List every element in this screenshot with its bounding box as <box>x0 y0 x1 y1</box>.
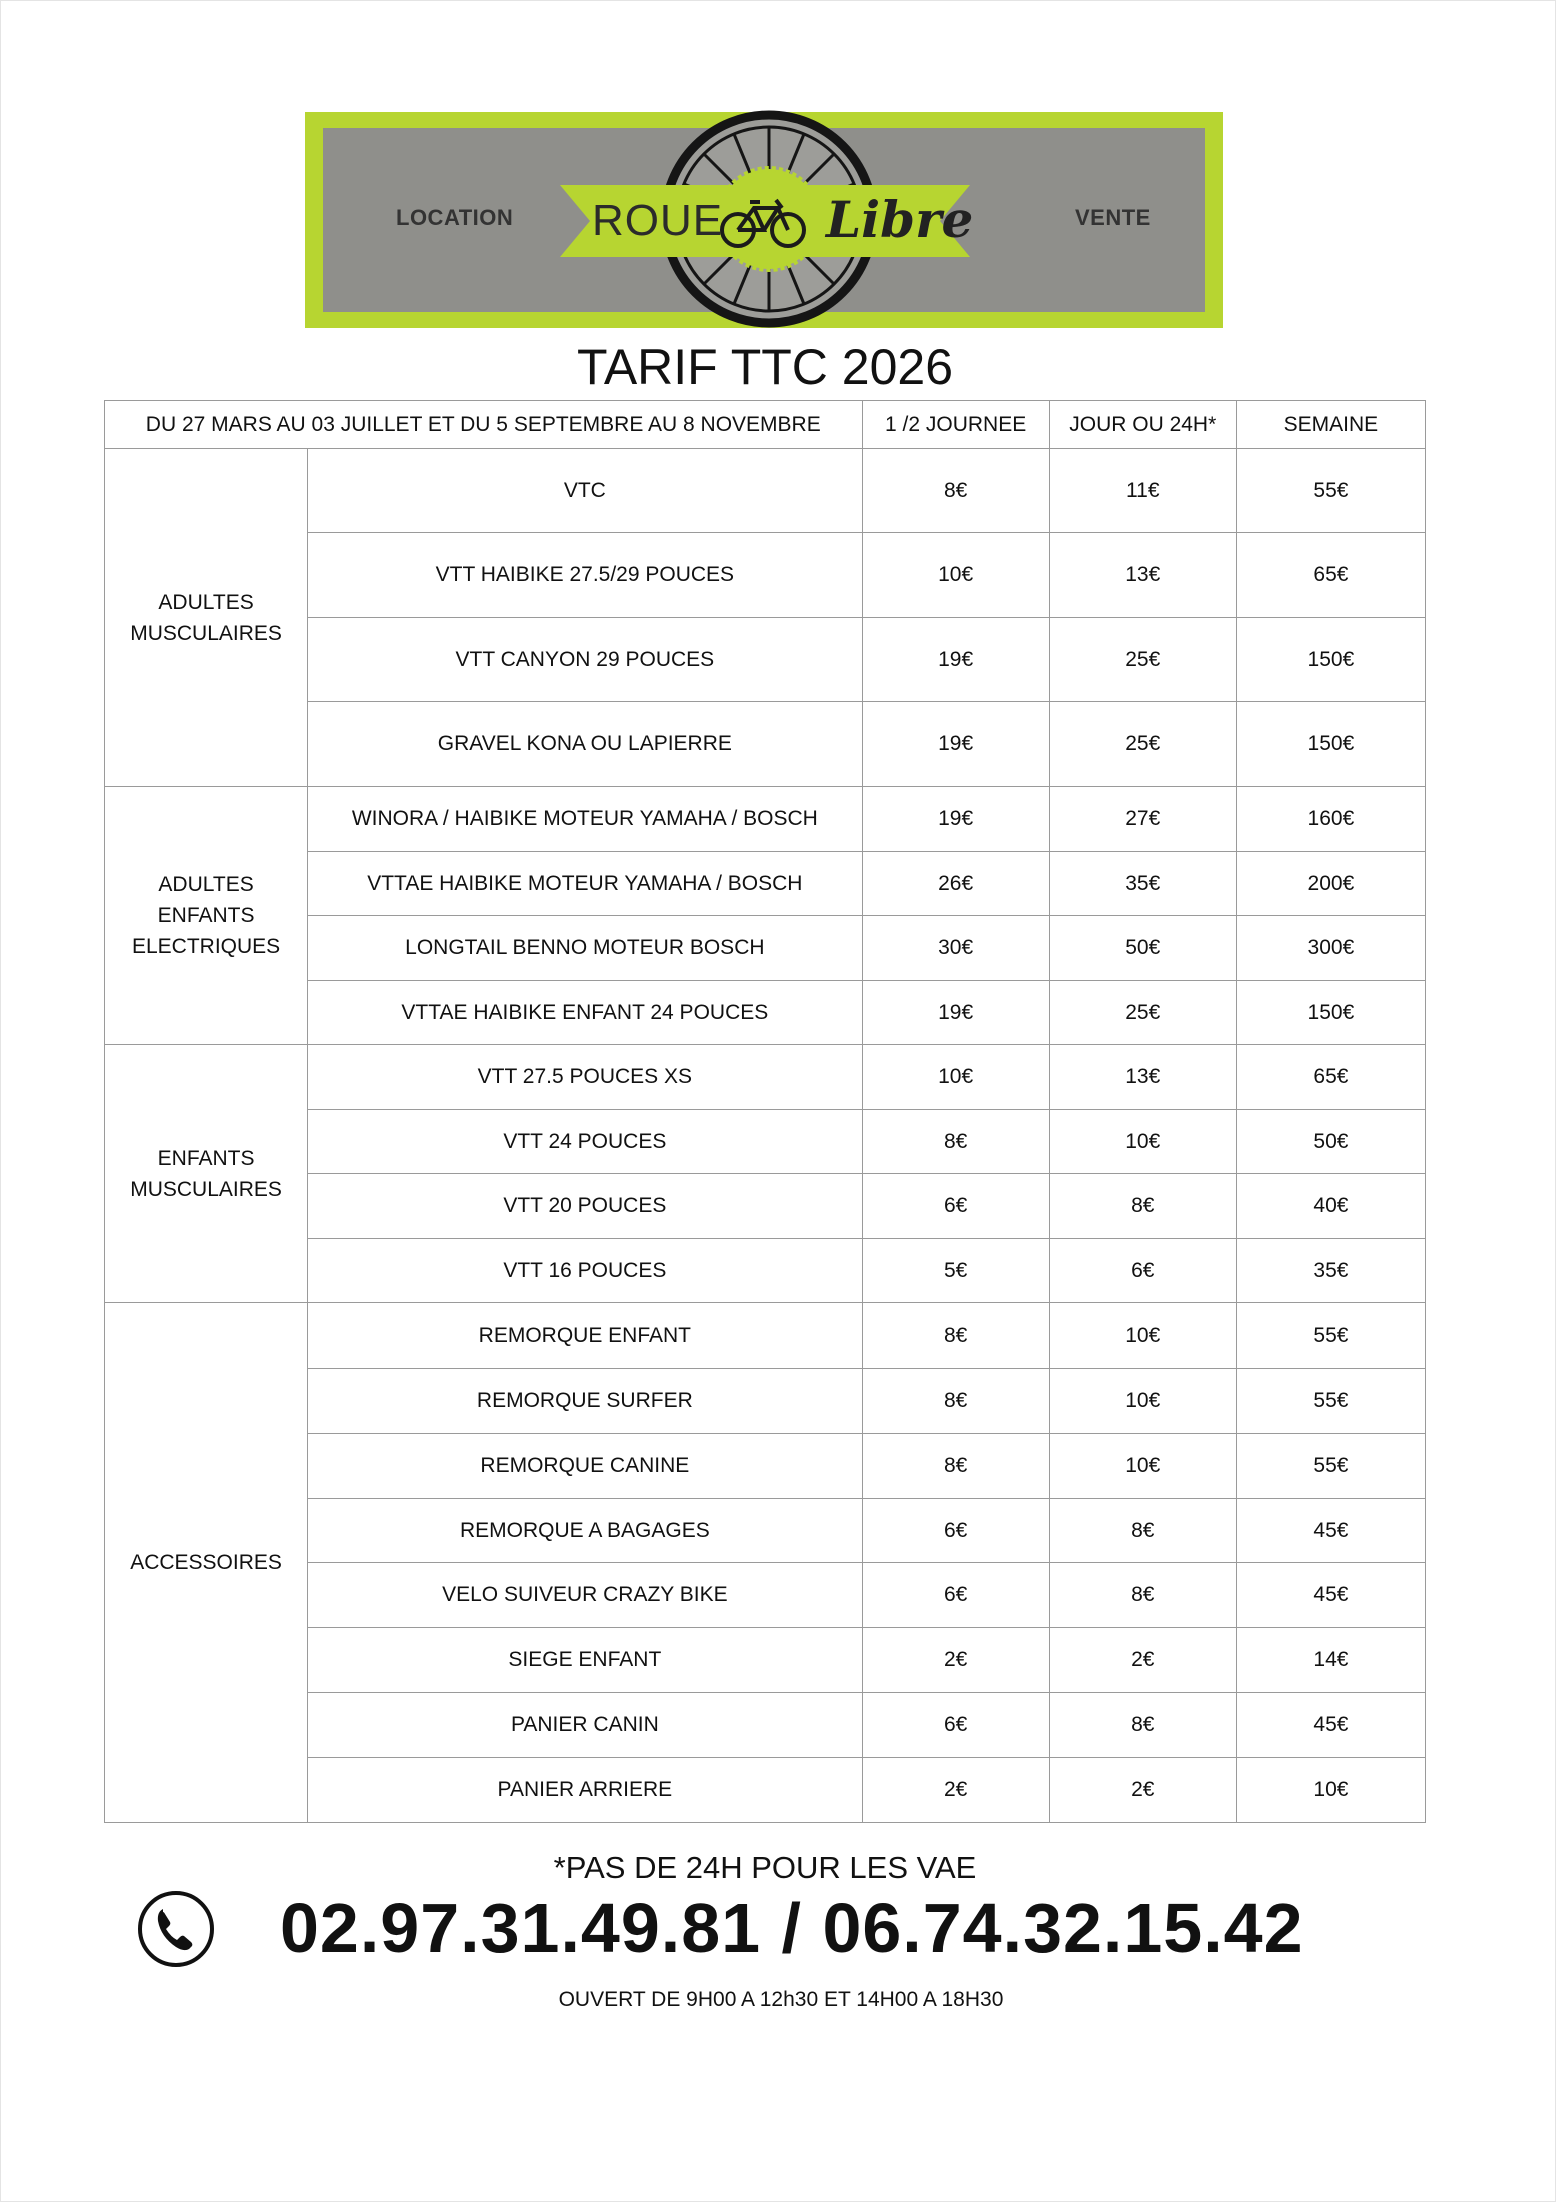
item-name: SIEGE ENFANT <box>308 1628 862 1693</box>
brand-roue: ROUE <box>592 196 724 245</box>
price-half-day: 8€ <box>862 1434 1049 1499</box>
item-name: GRAVEL KONA OU LAPIERRE <box>308 702 862 787</box>
price-day: 6€ <box>1049 1239 1236 1303</box>
category-line: ACCESSOIRES <box>130 1551 282 1574</box>
item-name: VTT 20 POUCES <box>308 1174 862 1239</box>
price-half-day: 10€ <box>862 1045 1049 1110</box>
price-day: 2€ <box>1049 1758 1236 1823</box>
opening-hours: OUVERT DE 9H00 A 12h30 ET 14H00 A 18H30 <box>558 1988 1004 2011</box>
category-line: MUSCULAIRES <box>130 621 282 645</box>
vae-note: *PAS DE 24H POUR LES VAE <box>553 1850 977 1885</box>
item-name: VTT 16 POUCES <box>308 1239 862 1303</box>
location-label: LOCATION <box>396 205 514 230</box>
price-half-day: 19€ <box>862 618 1049 702</box>
item-name: PANIER CANIN <box>308 1693 862 1758</box>
header-period: DU 27 MARS AU 03 JUILLET ET DU 5 SEPTEMBRE AU 8 NOVEMBRE <box>105 401 863 449</box>
price-week: 45€ <box>1236 1563 1425 1628</box>
price-half-day: 26€ <box>862 852 1049 916</box>
table-row <box>105 1045 1426 1110</box>
tariff-table <box>104 400 1426 1823</box>
price-half-day: 6€ <box>862 1693 1049 1758</box>
price-day: 8€ <box>1049 1174 1236 1239</box>
table-header-row <box>105 401 1426 449</box>
item-name: LONGTAIL BENNO MOTEUR BOSCH <box>308 916 862 981</box>
price-week: 10€ <box>1236 1758 1425 1823</box>
phone-numbers[interactable]: 02.97.31.49.81 / 06.74.32.15.42 <box>280 1889 1304 1967</box>
price-half-day: 19€ <box>862 787 1049 852</box>
price-week: 55€ <box>1236 1303 1425 1369</box>
price-day: 25€ <box>1049 618 1236 702</box>
category-line: ELECTRIQUES <box>131 935 281 958</box>
price-day: 10€ <box>1049 1434 1236 1499</box>
item-name: WINORA / HAIBIKE MOTEUR YAMAHA / BOSCH <box>308 787 862 852</box>
price-half-day: 5€ <box>862 1239 1049 1303</box>
table-row <box>105 1303 1426 1369</box>
price-day: 10€ <box>1049 1110 1236 1174</box>
price-week: 200€ <box>1236 852 1425 916</box>
item-name: REMORQUE SURFER <box>308 1369 862 1434</box>
price-day: 10€ <box>1049 1369 1236 1434</box>
price-half-day: 19€ <box>862 981 1049 1045</box>
page-title: TARIF TTC 2026 <box>576 339 954 395</box>
item-name: VTT 27.5 POUCES XS <box>308 1045 862 1110</box>
price-day: 25€ <box>1049 702 1236 787</box>
price-half-day: 6€ <box>862 1499 1049 1563</box>
price-week: 14€ <box>1236 1628 1425 1693</box>
price-day: 8€ <box>1049 1563 1236 1628</box>
price-half-day: 8€ <box>862 1369 1049 1434</box>
price-half-day: 8€ <box>862 449 1049 533</box>
header-week: SEMAINE <box>1236 401 1425 449</box>
price-week: 35€ <box>1236 1239 1425 1303</box>
price-day: 2€ <box>1049 1628 1236 1693</box>
price-week: 45€ <box>1236 1499 1425 1563</box>
price-week: 50€ <box>1236 1110 1425 1174</box>
price-day: 10€ <box>1049 1303 1236 1369</box>
price-week: 65€ <box>1236 533 1425 618</box>
price-week: 65€ <box>1236 1045 1425 1110</box>
item-name: PANIER ARRIERE <box>308 1758 862 1823</box>
price-half-day: 10€ <box>862 533 1049 618</box>
category-line: ENFANTS <box>157 1146 255 1170</box>
category-adultes-enfants-electriques <box>105 787 308 1045</box>
price-day: 13€ <box>1049 533 1236 618</box>
price-half-day: 6€ <box>862 1563 1049 1628</box>
table-row <box>105 787 1426 852</box>
header-half-day: 1 /2 JOURNEE <box>862 401 1049 449</box>
item-name: REMORQUE A BAGAGES <box>308 1499 862 1563</box>
item-name: REMORQUE ENFANT <box>308 1303 862 1369</box>
price-week: 55€ <box>1236 449 1425 533</box>
price-week: 160€ <box>1236 787 1425 852</box>
price-half-day: 6€ <box>862 1174 1049 1239</box>
price-day: 50€ <box>1049 916 1236 981</box>
item-name: VTT HAIBIKE 27.5/29 POUCES <box>308 533 862 618</box>
bicycle-icon <box>718 192 808 250</box>
price-week: 300€ <box>1236 916 1425 981</box>
price-half-day: 30€ <box>862 916 1049 981</box>
item-name: REMORQUE CANINE <box>308 1434 862 1499</box>
category-line: ENFANTS <box>157 904 255 927</box>
price-week: 150€ <box>1236 618 1425 702</box>
category-line: ADULTES <box>158 873 254 896</box>
price-day: 8€ <box>1049 1499 1236 1563</box>
price-day: 8€ <box>1049 1693 1236 1758</box>
price-half-day: 2€ <box>862 1758 1049 1823</box>
item-name: VELO SUIVEUR CRAZY BIKE <box>308 1563 862 1628</box>
price-week: 40€ <box>1236 1174 1425 1239</box>
item-name: VTT CANYON 29 POUCES <box>308 618 862 702</box>
category-line: MUSCULAIRES <box>130 1177 282 1201</box>
price-day: 27€ <box>1049 787 1236 852</box>
price-week: 45€ <box>1236 1693 1425 1758</box>
price-day: 35€ <box>1049 852 1236 916</box>
price-half-day: 19€ <box>862 702 1049 787</box>
phone-icon <box>136 1889 216 1969</box>
item-name: VTTAE HAIBIKE MOTEUR YAMAHA / BOSCH <box>308 852 862 916</box>
price-week: 150€ <box>1236 981 1425 1045</box>
item-name: VTTAE HAIBIKE ENFANT 24 POUCES <box>308 981 862 1045</box>
item-name: VTT 24 POUCES <box>308 1110 862 1174</box>
header-day: JOUR OU 24H* <box>1049 401 1236 449</box>
price-day: 13€ <box>1049 1045 1236 1110</box>
brand-libre: Libre <box>826 190 974 249</box>
table-row <box>105 449 1426 533</box>
price-half-day: 8€ <box>862 1303 1049 1369</box>
price-week: 55€ <box>1236 1434 1425 1499</box>
price-day: 11€ <box>1049 449 1236 533</box>
price-half-day: 8€ <box>862 1110 1049 1174</box>
category-enfants-musculaires <box>105 1045 308 1303</box>
category-accessoires <box>105 1303 308 1823</box>
category-line: ADULTES <box>158 590 254 614</box>
item-name: VTC <box>308 449 862 533</box>
price-week: 55€ <box>1236 1369 1425 1434</box>
vente-label: VENTE <box>1075 205 1151 230</box>
price-day: 25€ <box>1049 981 1236 1045</box>
price-half-day: 2€ <box>862 1628 1049 1693</box>
price-week: 150€ <box>1236 702 1425 787</box>
category-adultes-musculaires <box>105 449 308 787</box>
